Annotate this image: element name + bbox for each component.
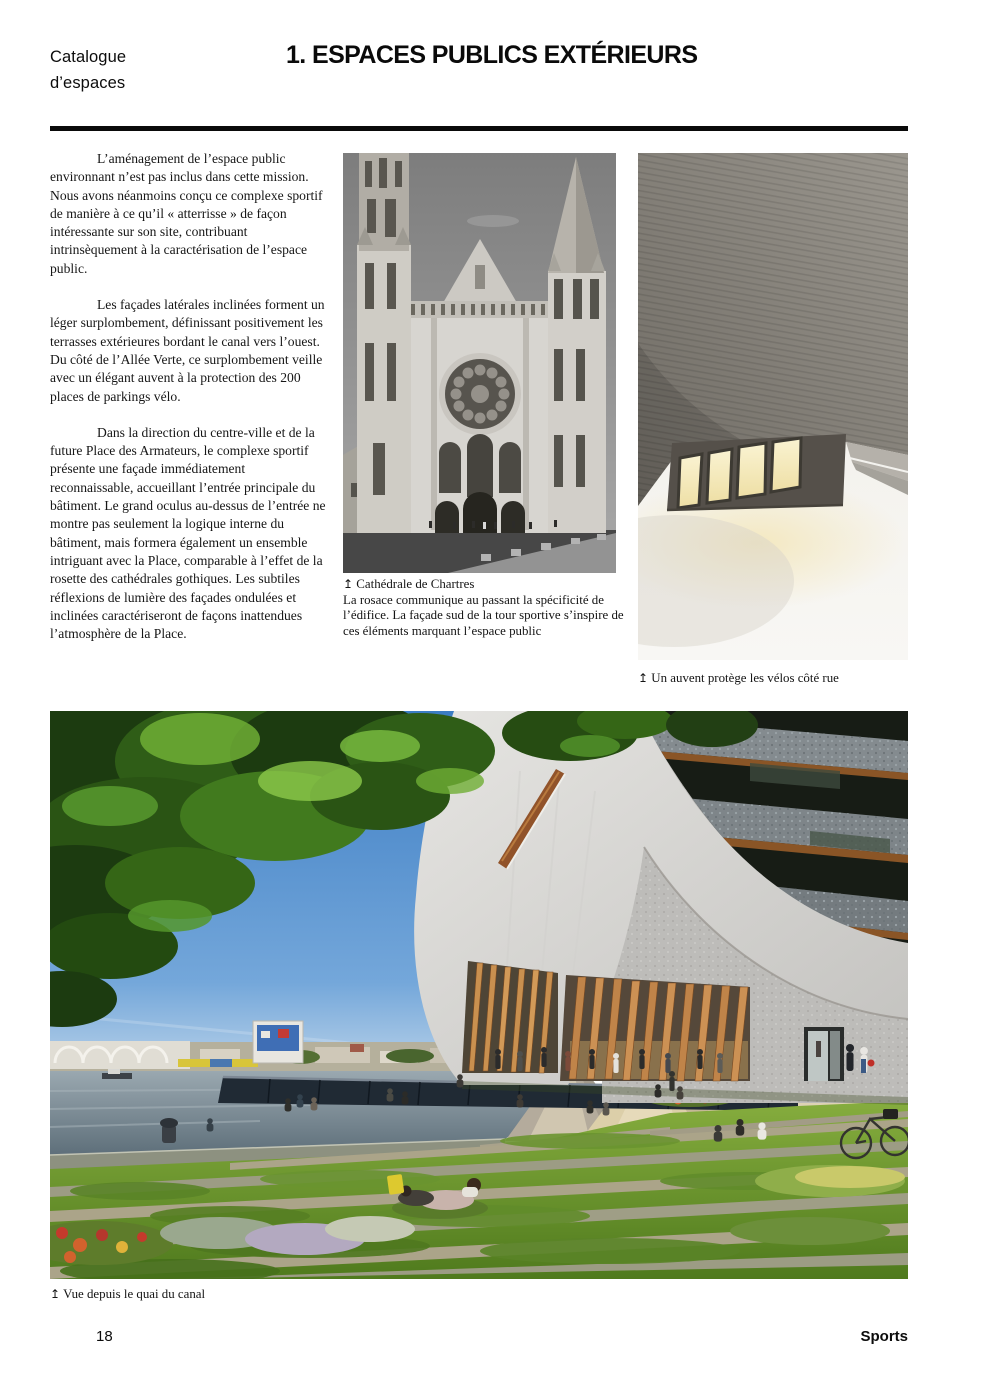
chartres-cathedral-photo [343,153,616,573]
chartres-caption-body: La rosace communique au passant la spécificité de l’édifice. La façade sud de la tour sportive s’inspire de ces éléments marquant l’espace public [343,592,624,638]
up-arrow-icon: ↥ [50,1287,61,1301]
paragraph-1: L’aménagement de l’espace public environnant n’est pas inclus dans cette mission. Nous avons néanmoins conçu ce complexe sportif de manière à ce qu’il « atterrisse » de façon intéressante sur son site, contribuant intrinsèquement à la caractérisation de l’espace public. [50,151,323,276]
up-arrow-icon: ↥ [638,671,649,685]
awning-caption [638,671,918,687]
page-title: 1. ESPACES PUBLICS EXTÉRIEURS [286,41,698,69]
awning-caption-text: Un auvent protège les vélos côté rue [651,671,839,685]
chartres-caption-title-line [343,577,627,593]
catalogue-label-line2: d’espaces [50,74,126,92]
up-arrow-icon: ↥ [343,577,354,591]
quai-caption [50,1287,450,1303]
article-text [50,150,328,661]
section-label: Sports [860,1328,908,1345]
page-number: 18 [96,1328,113,1345]
chartres-caption [343,577,627,639]
catalogue-label-line1: Catalogue [50,48,127,66]
paragraph-3: Dans la direction du centre-ville et de la future Place des Armateurs, le complexe sportif présente une façade immédiatement reconnaissable, accueillant l’entrée principale du bâtiment. Le grand oculus au-dessus de l’entrée ne montre pas seulement la logique interne du bâtiment, mais formera également un ensemble intriguant avec la Place, comparable à l’effet de la rosette des cathédrales gothiques. Les subtiles réflexions de lumière des façades ondulées et inclinées caractériseront de façons inattendues l’atmosphère de la Place. [50,424,326,642]
header-divider [50,126,908,131]
catalogue-label [50,44,126,96]
quai-caption-text: Vue depuis le quai du canal [63,1287,206,1301]
canal-view-render [50,711,908,1279]
paragraph-2: Les façades latérales inclinées forment un léger surplombement, définissant positivement les terrasses extérieures bordant le canal vers l’ouest. Du côté de l’Allée Verte, ce surplombement veille avec un élégant auvent à la protection des 200 places de parkings vélo. [50,297,325,404]
awning-photo [638,153,908,660]
chartres-caption-title: Cathédrale de Chartres [356,577,475,591]
